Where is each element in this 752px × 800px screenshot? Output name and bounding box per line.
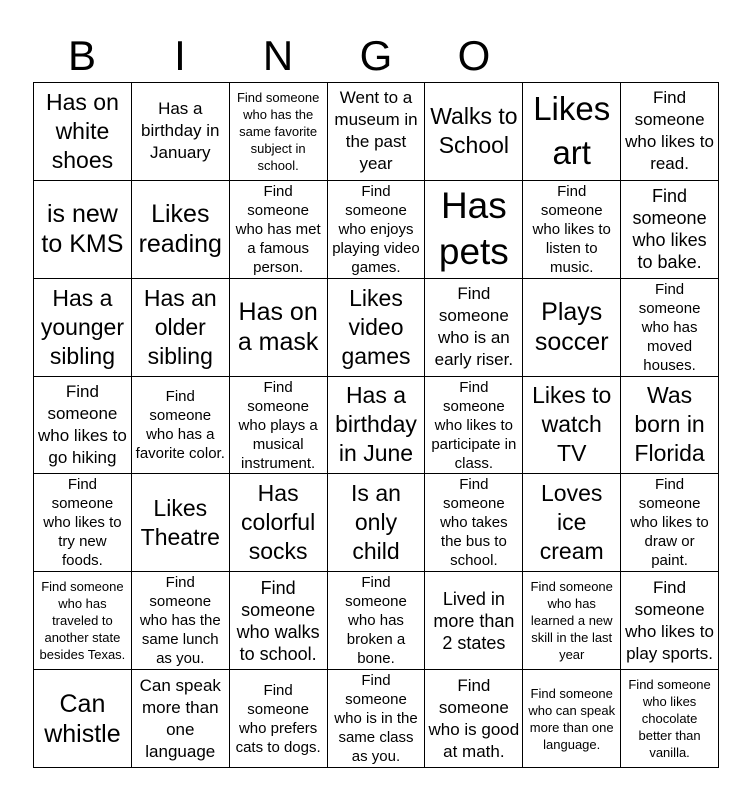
header-letter-g: G	[359, 32, 393, 79]
bingo-cell[interactable]	[34, 279, 132, 377]
header-letter-b: B	[67, 32, 96, 79]
cell-text: Find someone who likes to try new foods.	[43, 476, 122, 570]
cell-text: Likes art	[533, 90, 611, 172]
cell-text: Likes to watch TV	[532, 382, 612, 467]
cell-text: Find someone who likes to draw or paint.	[630, 476, 709, 570]
cell-text: Find someone who likes to play sports.	[625, 577, 714, 663]
cell-text: Loves ice cream	[539, 480, 604, 565]
bingo-cell[interactable]	[328, 474, 426, 572]
bingo-cell[interactable]	[230, 279, 328, 377]
bingo-cell[interactable]	[230, 474, 328, 572]
bingo-header	[33, 30, 719, 82]
bingo-cell[interactable]	[425, 377, 523, 475]
bingo-cell[interactable]	[425, 279, 523, 377]
bingo-cell[interactable]	[523, 181, 621, 279]
bingo-cell[interactable]	[621, 474, 719, 572]
bingo-cell[interactable]	[230, 572, 328, 670]
cell-text: Find someone who takes the bus to school.	[440, 476, 508, 570]
cell-text: Find someone who can speak more than one language.	[528, 685, 616, 752]
bingo-cell[interactable]	[523, 377, 621, 475]
cell-text: Lived in more than 2 states	[433, 588, 515, 653]
bingo-cell[interactable]	[34, 670, 132, 768]
cell-text: Find someone who likes to participate in class.	[431, 378, 517, 472]
cell-text: Find someone who likes to bake.	[632, 186, 707, 273]
cell-text: Find someone who has the same lunch as you.	[139, 574, 221, 668]
bingo-cell[interactable]	[230, 181, 328, 279]
bingo-cell[interactable]	[34, 83, 132, 181]
bingo-cell[interactable]	[523, 474, 621, 572]
cell-text: Find someone who is in the same class as you.	[334, 672, 418, 766]
cell-text: Find someone who has broken a bone.	[345, 574, 407, 668]
cell-text: Find someone who enjoys playing video games.	[332, 182, 420, 276]
cell-text: Find someone who walks to school.	[236, 577, 320, 664]
bingo-cell[interactable]	[328, 572, 426, 670]
bingo-cell[interactable]	[328, 670, 426, 768]
bingo-cell[interactable]	[34, 474, 132, 572]
bingo-cell[interactable]	[425, 181, 523, 279]
bingo-cell[interactable]	[621, 377, 719, 475]
cell-text: Find someone who has a favorite color.	[135, 387, 225, 462]
cell-text: Find someone who has met a famous person.	[235, 182, 321, 276]
cell-text: Is an only child	[351, 480, 401, 565]
cell-text: Has a younger sibling	[40, 284, 124, 369]
bingo-cell[interactable]	[425, 670, 523, 768]
cell-text: Has a birthday in June	[335, 382, 417, 467]
cell-text: Likes video games	[341, 284, 411, 369]
bingo-cell[interactable]	[328, 181, 426, 279]
bingo-cell[interactable]	[621, 670, 719, 768]
bingo-cell[interactable]	[621, 181, 719, 279]
bingo-cell[interactable]	[523, 670, 621, 768]
bingo-cell[interactable]	[230, 377, 328, 475]
cell-text: Has colorful socks	[241, 480, 316, 565]
cell-text: Has on a mask	[237, 298, 319, 357]
cell-text: Find someone who likes to read.	[625, 88, 714, 174]
cell-text: Has pets	[438, 185, 509, 273]
bingo-cell[interactable]	[230, 670, 328, 768]
bingo-cell[interactable]	[132, 377, 230, 475]
cell-text: Find someone who likes to listen to music.	[532, 182, 611, 276]
cell-text: Can speak more than one language	[139, 675, 221, 761]
header-letter-n: N	[262, 32, 294, 79]
cell-text: Can whistle	[44, 689, 121, 748]
cell-text: Find someone who has learned a new skill in the last year	[530, 579, 613, 663]
cell-text: Likes reading	[138, 200, 222, 259]
header-letter-o: O	[457, 32, 491, 79]
cell-text: is new to KMS	[41, 200, 124, 259]
cell-text: Find someone who has the same favorite subject in school.	[236, 89, 320, 173]
bingo-cell[interactable]	[328, 377, 426, 475]
bingo-cell[interactable]	[132, 572, 230, 670]
cell-text: Find someone who likes chocolate better than vanilla.	[628, 677, 711, 761]
bingo-cell[interactable]	[132, 474, 230, 572]
bingo-cell[interactable]	[132, 670, 230, 768]
bingo-cell[interactable]	[132, 181, 230, 279]
bingo-grid	[33, 82, 719, 768]
bingo-cell[interactable]	[132, 83, 230, 181]
bingo-cell[interactable]	[621, 279, 719, 377]
cell-text: Find someone who prefers cats to dogs.	[235, 681, 321, 756]
cell-text: Find someone who is good at math.	[428, 675, 520, 761]
bingo-cell[interactable]	[523, 572, 621, 670]
cell-text: Find someone who is an early riser.	[434, 284, 514, 370]
cell-text: Plays soccer	[534, 298, 609, 357]
bingo-cell[interactable]	[34, 181, 132, 279]
cell-text: Likes Theatre	[140, 494, 220, 550]
cell-text: Has an older sibling	[143, 284, 217, 369]
header-letter-i: I	[174, 32, 186, 79]
cell-text: Has a birthday in January	[141, 99, 220, 163]
cell-text: Was born in Florida	[634, 382, 705, 467]
bingo-cell[interactable]	[523, 279, 621, 377]
bingo-cell[interactable]	[523, 83, 621, 181]
bingo-cell[interactable]	[230, 83, 328, 181]
bingo-cell[interactable]	[34, 572, 132, 670]
bingo-cell[interactable]	[425, 474, 523, 572]
cell-text: Has on white shoes	[45, 88, 119, 173]
bingo-cell[interactable]	[621, 572, 719, 670]
bingo-cell[interactable]	[34, 377, 132, 475]
bingo-cell[interactable]	[328, 83, 426, 181]
cell-text: Went to a museum in the past year	[334, 88, 418, 174]
bingo-cell[interactable]	[425, 83, 523, 181]
cell-text: Find someone who plays a musical instrument.	[238, 378, 318, 472]
cell-text: Walks to School	[430, 103, 518, 159]
cell-text: Find someone who likes to go hiking	[38, 381, 127, 467]
cell-text: Find someone who has traveled to another state besides Texas.	[39, 579, 126, 663]
cell-text: Find someone who has moved houses.	[638, 280, 701, 374]
bingo-cell[interactable]	[621, 83, 719, 181]
bingo-cell[interactable]	[132, 279, 230, 377]
bingo-cell[interactable]	[425, 572, 523, 670]
bingo-cell[interactable]	[328, 279, 426, 377]
